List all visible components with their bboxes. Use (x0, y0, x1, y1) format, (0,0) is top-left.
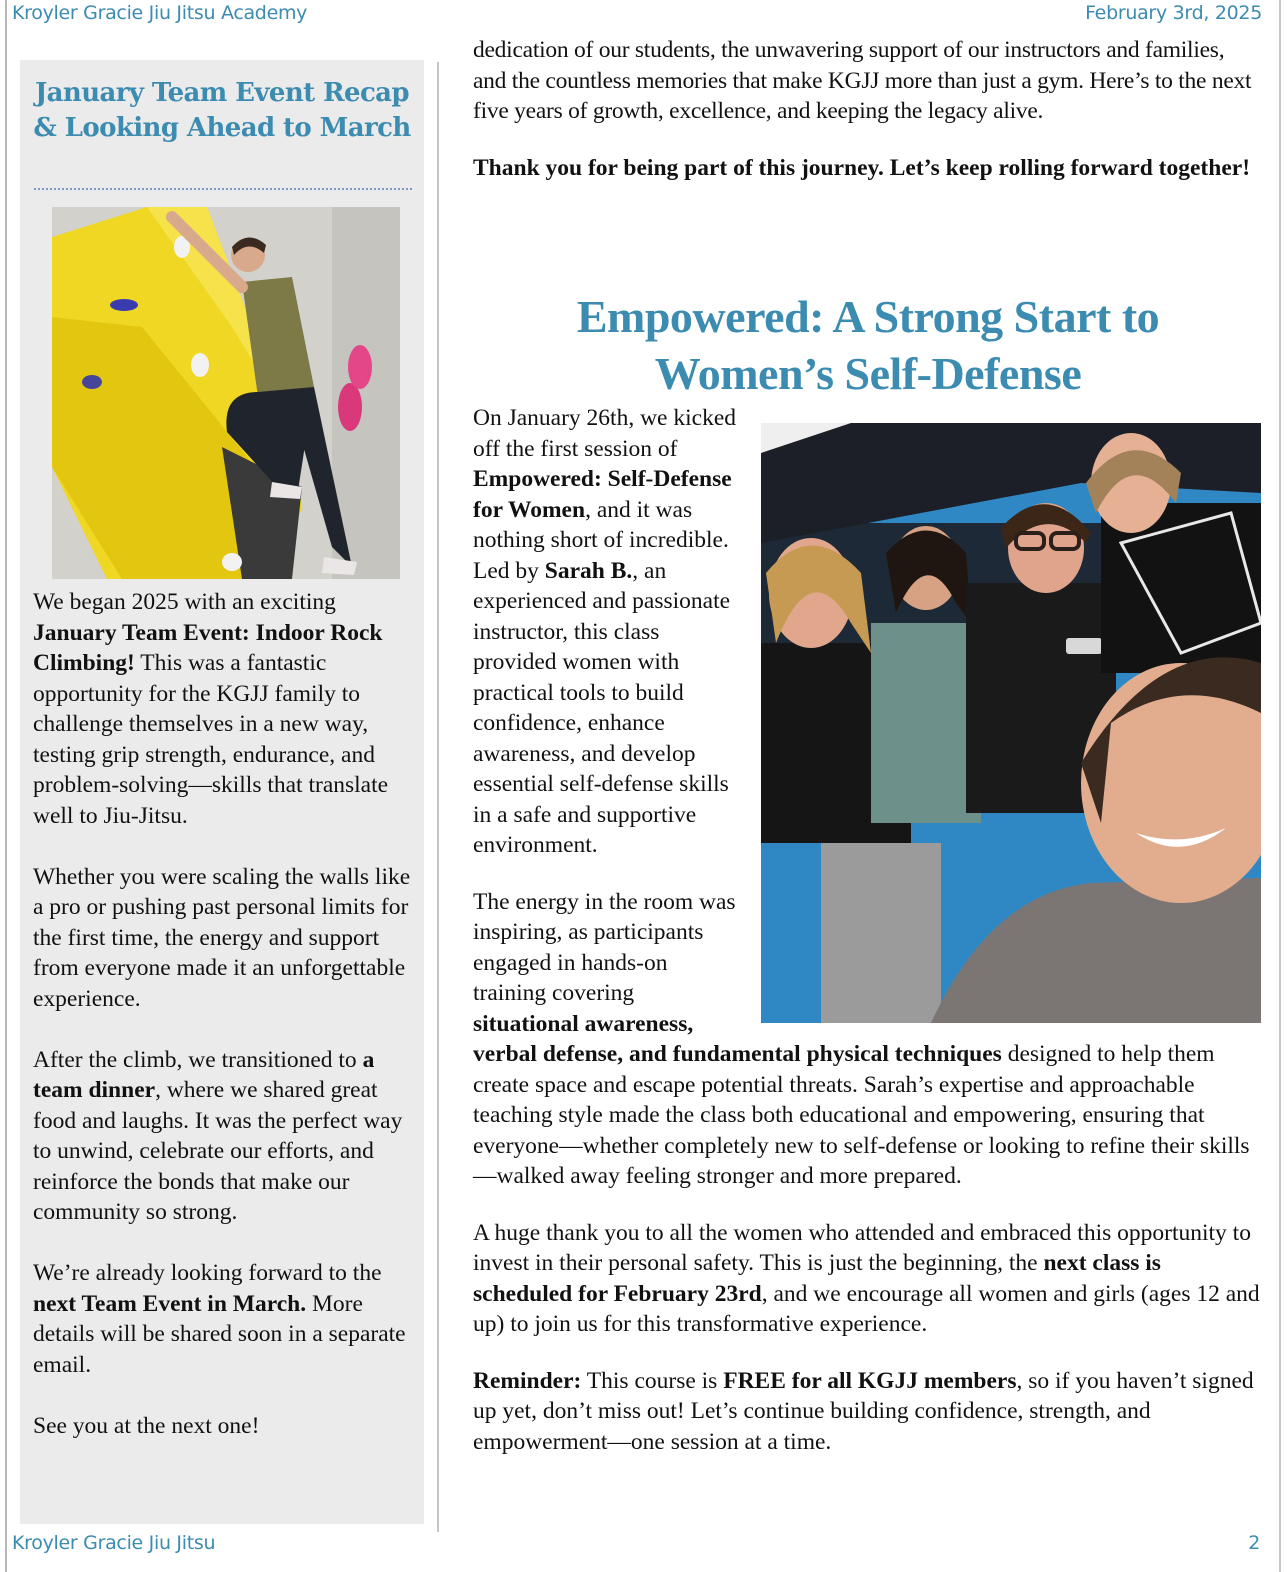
sidebar-team-event (20, 60, 424, 1524)
text-run: See you at the next one! (33, 1412, 260, 1439)
header-date: February 3rd, 2025 (1085, 2, 1262, 24)
text-run: This course is (581, 1367, 724, 1394)
text-run: designed to help them create space and escape potential threats. Sarah’s expertise and approachable teaching style made the class both educational and empowering, ensuring that everyone—whether completely new to self-defense or looking to refine their skills—walked away feeling stronger and more prepared. (473, 1041, 1250, 1189)
page-edge-right (1279, 0, 1281, 1572)
text-run: We’re already looking forward to the (33, 1260, 382, 1286)
thanks-paragraph: Thank you for being part of this journey. Let’s keep rolling forward together! (473, 154, 1251, 181)
bold-text-run: a team dinner (33, 1046, 375, 1103)
sidebar-paragraph (33, 1258, 413, 1380)
text-run: , and we encourage all women and girls (ages 12 and up) to join us for this transformative experience. (473, 1280, 1260, 1337)
footer-org-name: Kroyler Gracie Jiu Jitsu (12, 1532, 216, 1554)
article-paragraph (473, 1218, 1263, 1340)
bold-text-run: January Team Event: Indoor Rock Climbing! (33, 619, 383, 676)
page-edge-left (5, 0, 7, 1572)
text-run: We began 2025 with an exciting (33, 589, 336, 615)
bold-text-run: Reminder: (473, 1367, 582, 1394)
group-selfie-photo (761, 423, 1261, 1023)
bold-text-run: Empowered: Self-Defense for Women (473, 466, 732, 523)
sidebar-paragraph (33, 1411, 413, 1442)
bold-text-run: next class is scheduled for February 23rd (473, 1250, 1161, 1307)
text-run: Whether you were scaling the walls like a pro or pushing past personal limits for the first time, the energy and support from everyone made it an unforgettable experience. (33, 863, 411, 1012)
climbing-photo (52, 207, 400, 579)
text-run: The energy in the room was inspiring, as participants engaged in hands-on training covering (473, 888, 736, 1006)
text-run: , so if you haven’t signed up yet, don’t miss out! Let’s continue building confidence, strength, and empowerment—one session at a time. (473, 1367, 1254, 1455)
bold-text-run: next Team Event in March. (33, 1290, 307, 1317)
footer-page-number: 2 (1248, 1532, 1260, 1554)
article-paragraph (473, 1366, 1263, 1458)
article-title-line: Women’s Self-Defense (654, 348, 1082, 399)
article-title (473, 288, 1263, 402)
sidebar-paragraph (33, 862, 413, 1015)
continued-paragraph: dedication of our students, the unwavering support of our instructors and families, and the countless memories that make KGJJ more than just a gym. Here’s to the next five years of growth, excellence, and keeping the legacy alive. (473, 37, 1252, 124)
column-divider (437, 62, 439, 1532)
sidebar-title: January Team Event Recap & Looking Ahead to March (33, 78, 411, 143)
sidebar-body (33, 587, 413, 1472)
text-run: , and it was nothing short of incredible. Led by (473, 496, 729, 584)
text-run: More details will be shared soon in a separate email. (33, 1290, 406, 1378)
text-run: On January 26th, we kicked off the first session of (473, 405, 736, 462)
main-continued-text (473, 35, 1263, 209)
sidebar-paragraph (33, 587, 413, 831)
header-org-name: Kroyler Gracie Jiu Jitsu Academy (12, 2, 308, 24)
climbing-photo-illustration (52, 207, 400, 579)
article-body (473, 403, 1263, 1483)
text-run: This was a fantastic opportunity for the KGJJ family to challenge themselves in a new way, testing grip strength, endurance, and problem-solving—skills that translate well to Jiu-Jitsu. (33, 650, 389, 829)
article-title-line: Empowered: A Strong Start to (576, 291, 1160, 342)
text-run: , an experienced and passionate instructor, this class provided women with practical tools to build confidence, enhance awareness, and develop essential self-defense skills in a safe and supportive environment. (473, 557, 731, 858)
text-run: After the climb, we transitioned to (33, 1046, 363, 1073)
text-run: A huge thank you to all the women who attended and embraced this opportunity to invest in their personal safety. This is just the beginning, the (473, 1219, 1251, 1276)
text-run: , where we shared great food and laughs. It was the perfect way to unwind, celebrate our efforts, and reinforce the bonds that make our community so strong. (33, 1077, 403, 1225)
sidebar-paragraph (33, 1045, 413, 1228)
bold-text-run: Sarah B. (544, 557, 633, 584)
bold-text-run: FREE for all KGJJ members (723, 1367, 1017, 1394)
dotted-divider (34, 188, 412, 190)
group-selfie-illustration (761, 423, 1261, 1023)
bold-text-run: situational awareness, verbal defense, and fundamental physical techniques (473, 1010, 1002, 1067)
